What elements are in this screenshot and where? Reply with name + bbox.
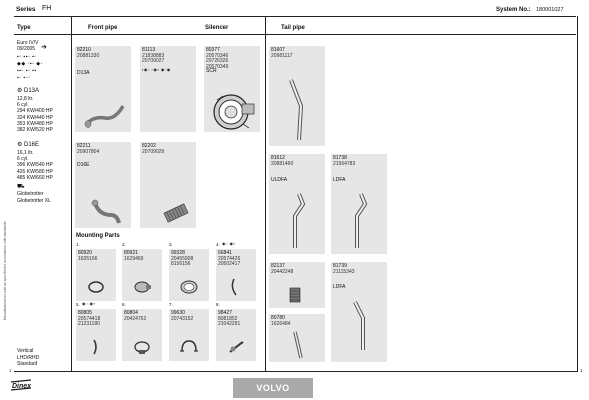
production-date: 09/2005 xyxy=(17,46,36,52)
mounting-part-number: 3. xyxy=(169,242,173,247)
column-silencer: Silencer xyxy=(205,25,229,31)
part-ref: 20907804 xyxy=(77,148,100,155)
dinex-logo xyxy=(9,378,35,392)
header-divider xyxy=(14,16,576,17)
mounting-spec xyxy=(17,348,39,368)
part-ref: 20881460 xyxy=(271,160,294,167)
part-code: 80920 xyxy=(78,250,92,256)
page-number-right: 1 xyxy=(580,368,583,373)
spec-line: 382 KW/520 HP xyxy=(17,127,53,134)
part-ref: 20709027 xyxy=(142,58,165,64)
front-pipe-card-81113[interactable] xyxy=(140,46,196,132)
part-ref: 21231180 xyxy=(78,321,100,327)
tail-pipe-image xyxy=(349,298,371,354)
spec-line: 353 KW/480 HP xyxy=(17,120,53,127)
part-code: 82202 xyxy=(142,143,156,149)
part-note: LDFA xyxy=(333,284,346,290)
part-code: 98427 xyxy=(218,310,232,316)
part-code: 80921 xyxy=(124,250,138,256)
spec-line: 324 KW/440 HP xyxy=(17,114,53,121)
type-column-separator xyxy=(71,16,72,371)
spec-line: 6 cyl. xyxy=(17,102,29,109)
tail-pipe-image xyxy=(285,190,309,252)
mounting-part-number: 6. xyxy=(122,302,126,307)
part-note: ULDFA xyxy=(271,177,288,183)
part-ref: 20570346 xyxy=(206,52,229,59)
part-ref: 21838883 xyxy=(142,52,165,59)
tail-pipe-image xyxy=(347,190,371,252)
part-ref: 20455908 xyxy=(171,255,194,262)
mounting-part-card[interactable] xyxy=(169,249,209,301)
part-code: 99630 xyxy=(171,310,185,316)
part-code: 81739 xyxy=(333,263,347,269)
tail-pipe-card-81607[interactable] xyxy=(269,46,325,146)
mounting-part-image xyxy=(224,277,248,299)
arrow-right-icon: ➔ xyxy=(41,44,47,51)
part-ref: 20570349 xyxy=(206,63,229,70)
tail-part-card-82137[interactable] xyxy=(269,262,325,308)
part-ref: 1629469 xyxy=(124,255,144,262)
silencer-card-80377[interactable] xyxy=(204,46,260,132)
columns-divider xyxy=(14,34,576,35)
mounting-part-card[interactable] xyxy=(76,309,116,361)
part-note: D16E xyxy=(77,162,90,168)
engine-d13a-icon: ⚙ xyxy=(17,88,23,94)
front-pipe-card-82211[interactable] xyxy=(75,142,131,228)
flex-pipe-image xyxy=(162,200,190,226)
series-label: Series xyxy=(16,6,36,13)
mounting-part-image xyxy=(130,277,154,299)
truck-config-icon: ◆◆ ▫▪▫ ◆▫ xyxy=(17,61,43,67)
part-code: 81113 xyxy=(142,47,156,53)
mounting-part-image xyxy=(84,277,108,299)
spec-line: 426 KW/580 HP xyxy=(17,168,53,175)
part-ref: 20442248 xyxy=(271,268,294,275)
part-ref: 20574418 xyxy=(78,315,101,322)
part-ref: 21115343 xyxy=(333,268,355,275)
part-ref: 20726326 xyxy=(206,58,229,64)
spec-line: 12,8 ltr. xyxy=(17,96,34,102)
config-icon: ◉▫ ◉▪ xyxy=(82,301,96,306)
engine-d13a-name: D13A xyxy=(24,88,40,94)
mounting-part-number: 1. xyxy=(76,242,80,247)
truck-config-icon: ▪▫ ▪▪▫ ▪▫ xyxy=(17,54,37,60)
spec-line: LHD/RHD xyxy=(17,354,40,361)
cab-icon: ⛟ xyxy=(17,184,25,190)
spec-line: Globetrotter XL xyxy=(17,197,51,204)
part-code: 99328 xyxy=(171,250,185,256)
part-code: 82210 xyxy=(77,47,91,53)
mounting-part-number: 2. xyxy=(122,242,126,247)
column-type: Type xyxy=(17,25,31,31)
part-ref: 20743152 xyxy=(171,315,194,322)
part-ref: 20502417 xyxy=(218,261,241,267)
truck-config-icon: ▪▫ ▪▫▫ xyxy=(17,75,31,81)
silencer-image xyxy=(207,90,259,132)
dinex-logo-text: Dinex xyxy=(12,383,32,390)
brand-name: VOLVO xyxy=(256,383,290,393)
part-ref: 21564783 xyxy=(333,160,356,167)
part-ref: 20881330 xyxy=(77,52,100,59)
system-number-value: 180001027 xyxy=(536,7,564,13)
mounting-part-number: 8. xyxy=(216,302,220,307)
tail-pipe-card-81738[interactable] xyxy=(331,154,387,254)
mounting-parts-title: Mounting Parts xyxy=(76,233,120,239)
right-border xyxy=(577,16,578,371)
part-ref: 20424762 xyxy=(124,315,147,322)
tail-pipe-image xyxy=(283,76,307,144)
mounting-part-image xyxy=(177,277,201,299)
part-code: 81738 xyxy=(333,155,347,161)
flex-tube-image xyxy=(285,286,305,304)
spec-line: 396 KW/540 HP xyxy=(17,162,53,169)
part-note: SCR xyxy=(206,68,217,74)
part-code: 66841 xyxy=(218,250,232,256)
brand-banner xyxy=(233,378,313,398)
part-ref: 20981117 xyxy=(271,52,293,59)
part-code: 80805 xyxy=(78,310,92,316)
part-ref: 21042291 xyxy=(218,321,241,327)
front-pipe-card-82210[interactable] xyxy=(75,46,131,132)
mounting-part-card[interactable] xyxy=(76,249,116,301)
part-code: 80780 xyxy=(271,315,285,321)
spec-line: 6 cyl. xyxy=(17,156,29,163)
config-icon: ▪◉▫ ▫◉▪ ◉▫◉ xyxy=(142,67,171,72)
euro-standard: Euro IV/V xyxy=(17,40,39,46)
part-code: 81612 xyxy=(271,155,285,161)
cab-list xyxy=(17,191,51,204)
tail-column-separator xyxy=(265,16,266,371)
engine-d13a-specs xyxy=(17,96,53,133)
part-ref: 20574426 xyxy=(218,255,241,262)
mounting-part-image xyxy=(224,337,248,359)
mounting-part-card[interactable] xyxy=(169,309,209,361)
spec-line: 16,1 ltr. xyxy=(17,150,34,156)
front-pipe-image xyxy=(89,197,123,227)
mounting-part-image xyxy=(84,337,108,359)
mounting-part-card[interactable] xyxy=(122,249,162,301)
mounting-part-number: 4. xyxy=(216,242,220,247)
part-ref: 8156156 xyxy=(171,261,191,267)
truck-config-icon: ▪▪▫ ▪▫ ▪▪ xyxy=(17,68,37,74)
front-pipe-image xyxy=(83,96,127,130)
mounting-part-image xyxy=(177,337,201,359)
part-code: 81607 xyxy=(271,47,285,53)
system-number-label: System No.: xyxy=(496,7,531,13)
part-note: D13A xyxy=(77,70,90,76)
mounting-part-card[interactable] xyxy=(216,309,256,361)
mounting-part-image xyxy=(130,337,154,359)
page-number-left: 1 xyxy=(9,368,12,373)
part-ref: 20709029 xyxy=(142,148,165,155)
footer-divider xyxy=(14,371,578,372)
column-front-pipe: Front pipe xyxy=(88,25,118,31)
mounting-part-card[interactable] xyxy=(122,309,162,361)
tail-pipe-card-80780[interactable] xyxy=(269,314,325,362)
engine-d16e-name: D16E xyxy=(24,142,40,148)
part-ref: 1626484 xyxy=(271,320,291,327)
part-code: 80377 xyxy=(206,47,220,53)
tail-pipe-card-81739[interactable] xyxy=(331,262,387,362)
spec-line: 485 KW/660 HP xyxy=(17,174,53,181)
part-note: LDFA xyxy=(333,177,346,183)
spec-line: 294 KW/400 HP xyxy=(17,108,53,115)
side-note: Manufactured as well as specified in accordance with standards xyxy=(3,221,7,320)
mounting-part-number: 5. xyxy=(76,302,80,307)
engine-d16e-specs xyxy=(17,150,53,181)
engine-d16e-icon: ⚙ xyxy=(17,142,23,148)
column-tail-pipe: Tail pipe xyxy=(281,25,305,31)
tail-pipe-card-81612[interactable] xyxy=(269,154,325,254)
spec-line: Vertical xyxy=(17,348,34,354)
part-code: 82137 xyxy=(271,263,285,269)
part-code: 82211 xyxy=(77,143,91,149)
front-pipe-card-82202[interactable] xyxy=(140,142,196,228)
spec-line: Globetrotter xyxy=(17,191,44,197)
series-value: FH xyxy=(42,5,52,12)
pipe-image xyxy=(287,330,309,360)
config-icon: ◉▫ ◉▪ xyxy=(222,241,236,246)
spec-line: Standard xyxy=(17,361,38,367)
mounting-part-card[interactable] xyxy=(216,249,256,301)
part-ref: 1635166 xyxy=(78,255,98,262)
mounting-part-number: 7. xyxy=(169,302,173,307)
part-code: 80804 xyxy=(124,310,138,316)
part-ref: 8081852 xyxy=(218,315,238,322)
